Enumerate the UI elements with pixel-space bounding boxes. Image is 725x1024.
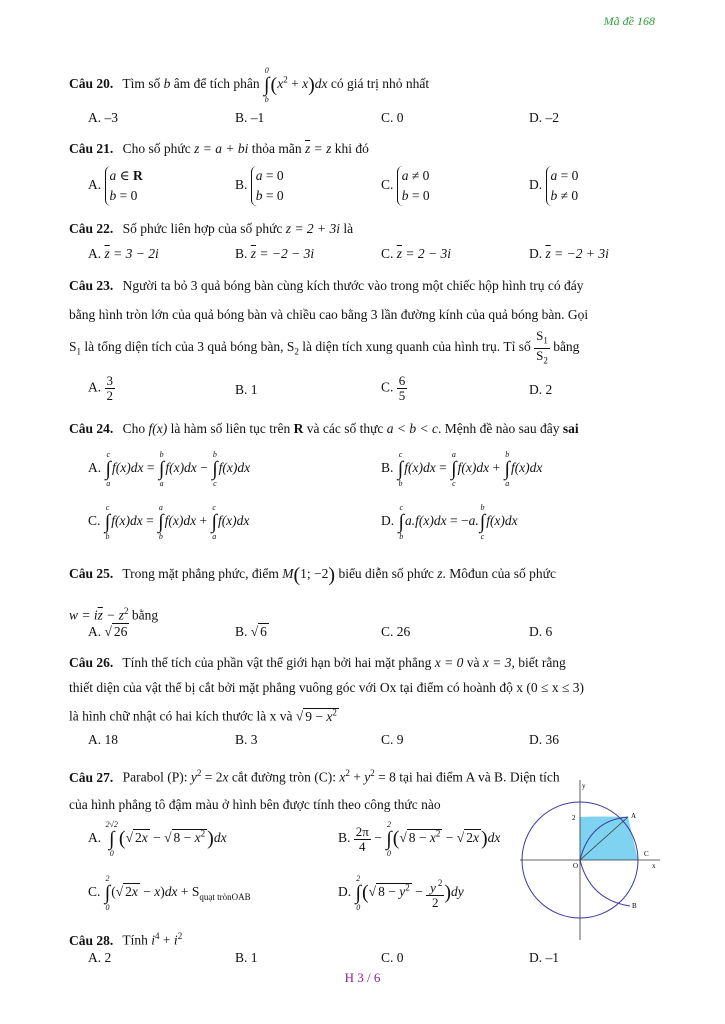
circle-parabol-figure bbox=[520, 780, 660, 940]
question-28: Câu 28. Tính $i^4 + i^2$ bbox=[69, 931, 183, 948]
exam-code: Mã đề 168 bbox=[603, 14, 655, 28]
label-b: B bbox=[632, 902, 637, 910]
question-text: Trong mặt phẳng phức, điểm bbox=[122, 566, 279, 581]
question-number: Câu 27. bbox=[69, 769, 114, 785]
option-c[interactable]: C. $\frac{6}{5}$ bbox=[381, 373, 406, 403]
math-expr: z = 2 + 3i bbox=[285, 221, 340, 236]
option-c[interactable]: C. 0 bbox=[381, 110, 404, 125]
question-text: , biết rằng bbox=[511, 655, 566, 670]
option-b[interactable]: B. a = 0 b = 0 bbox=[235, 166, 284, 206]
option-d[interactable]: D. $\overline{z} = -2 + 3i$ bbox=[529, 246, 609, 261]
question-text: bằng bbox=[553, 339, 580, 355]
question-text: có giá trị nhỏ nhất bbox=[330, 76, 430, 92]
question-23: Câu 23. Người ta bỏ 3 quả bóng bàn cùng kích thước vào trong một chiếc hộp hình trụ có đáy bằng hình tròn lớn của quả bóng bàn và chiều cao bằng 3 lần đường kính của quả bóng bàn. Gọi $S_1$ là tổng diện tích của 3 quả bóng bàn, $S_2$ là diện tích xung quanh của hình trụ. Tỉ số $\frac{S_1}{S_2}$ bằng bbox=[69, 278, 589, 366]
option-a[interactable]: A. 18 bbox=[88, 732, 118, 747]
option-c[interactable]: C. 0 bbox=[381, 950, 404, 965]
question-text: và bbox=[466, 655, 480, 670]
question-text: bằng bbox=[131, 607, 159, 623]
question-text: là hình chữ nhật có hai kích thước là x và bbox=[69, 708, 293, 724]
option-c[interactable]: C. a ≠ 0 b = 0 bbox=[381, 166, 430, 206]
option-b[interactable]: B. 1 bbox=[235, 382, 258, 397]
option-d[interactable]: D. a = 0 b ≠ 0 bbox=[529, 166, 578, 206]
option-b[interactable]: B. –1 bbox=[235, 110, 265, 125]
option-d[interactable]: D. –2 bbox=[529, 110, 559, 125]
question-text: Người ta bỏ 3 quả bóng bàn cùng kích thước vào trong một chiếc hộp hình trụ có đáy bbox=[122, 278, 584, 293]
option-a[interactable]: A. $\overline{z} = 3 - 2i$ bbox=[88, 246, 159, 261]
subscript-text: quạt trònOAB bbox=[199, 891, 251, 902]
label-a: A bbox=[631, 812, 637, 820]
option-c[interactable]: C. c ∫ b f(x)dx = a ∫ b f(x)dx + c ∫ a f(x)dx bbox=[88, 503, 250, 541]
question-text: âm để tích phân bbox=[173, 76, 260, 92]
emphasis-text: sai bbox=[562, 421, 579, 436]
option-b[interactable]: B. 3 bbox=[235, 732, 258, 747]
question-text: Parabol (P): bbox=[122, 769, 188, 785]
option-d[interactable]: D. –1 bbox=[529, 950, 559, 965]
option-a[interactable]: A. 2 bbox=[88, 950, 112, 965]
option-d[interactable]: D. 36 bbox=[529, 732, 559, 747]
question-number: Câu 25. bbox=[69, 566, 114, 581]
option-a[interactable]: A. 2√2 ∫ 0 (√ 2x − √ $8 - x^2$ )dx bbox=[88, 820, 227, 858]
option-a[interactable]: A. c ∫ a f(x)dx = b ∫ a f(x)dx − b ∫ c f(x)dx bbox=[88, 450, 251, 488]
option-d[interactable]: D. 2 bbox=[529, 382, 553, 397]
question-text: tại hai điểm A và B. Diện tích bbox=[399, 769, 560, 785]
question-number: Câu 22. bbox=[69, 221, 114, 236]
option-d[interactable]: D. 2 ∫ 0 (√ $8 - y^2$ − $\frac{y ^2}{2}$ )dy bbox=[338, 874, 464, 912]
question-text: cắt đường tròn (C): bbox=[231, 769, 336, 785]
option-c[interactable]: C. 26 bbox=[381, 624, 411, 639]
math-expr: z = a + bi bbox=[194, 141, 249, 156]
question-number: Câu 23. bbox=[69, 278, 114, 293]
option-c[interactable]: C. 2 ∫ 0 (√ $2x - x)dx + S_{quạt trònOAB}$ bbox=[88, 874, 251, 912]
question-text: Tìm số bbox=[122, 76, 161, 92]
question-22 bbox=[69, 218, 659, 240]
option-a[interactable]: A. $\frac{3}{2}$ bbox=[88, 373, 113, 403]
option-a[interactable]: A. √ 26 bbox=[88, 624, 128, 639]
question-number: Câu 28. bbox=[69, 932, 114, 948]
question-text: bằng hình tròn lớn của quả bóng bàn và chiều cao bằng 3 lần đường kính của quả bóng bàn. Gọi bbox=[69, 307, 589, 322]
page-number: H 3 / 6 bbox=[344, 970, 381, 985]
question-25: Câu 25. Trong mặt phẳng phức, điểm M(1; −2) biểu diễn số phức z. Môđun của số phức $w = i\overline{z} - z^2$ bằng bbox=[69, 563, 556, 623]
label-o: O bbox=[573, 862, 579, 870]
question-text: thỏa mãn bbox=[251, 141, 302, 156]
option-b[interactable]: B. 1 bbox=[235, 950, 258, 965]
question-number: Câu 26. bbox=[69, 655, 114, 670]
question-26: Câu 26. Tính thể tích của phần vật thể giới hạn bởi hai mặt phẳng x = 0 và x = 3, biết rằng thiết diện của vật thể bị cắt bởi mặt phẳng vuông góc với Ox tại điểm có hoành độ x (0 ≤ x ≤ 3) là hình chữ nhật có hai kích thước là x và √ $9 - x^2$ bbox=[69, 655, 584, 724]
option-b[interactable]: B. $\overline{z} = -2 - 3i$ bbox=[235, 246, 315, 261]
question-text: thiết diện của vật thể bị cắt bởi mặt phẳng vuông góc với Ox tại điểm có hoành độ x (0 ≤ x ≤ 3) bbox=[69, 680, 584, 695]
option-a[interactable]: A. –3 bbox=[88, 110, 118, 125]
question-text: là bbox=[343, 221, 354, 236]
question-number: Câu 20. bbox=[69, 76, 114, 92]
question-21: Câu 21. Cho số phức z = a + bi thỏa mãn $\overline{z} = z$ khi đó bbox=[69, 141, 369, 156]
option-b[interactable]: B. $\frac{2\pi}{4}$ − 2 ∫ 0 (√ $8 - x^2$ − √ 2x )dx bbox=[338, 820, 501, 858]
question-text: của hình phẳng tô đậm màu ở hình bên được tính theo công thức nào bbox=[69, 796, 441, 812]
question-text: . Mệnh đề nào sau đây bbox=[437, 421, 560, 436]
option-c[interactable]: C. $\overline{z} = 2 - 3i$ bbox=[381, 246, 452, 261]
question-text: là tổng diện tích của 3 quả bóng bàn, bbox=[84, 339, 284, 355]
label-x: x bbox=[652, 862, 656, 870]
option-d[interactable]: D. 6 bbox=[529, 624, 553, 639]
label-c: C bbox=[644, 850, 649, 858]
question-text: Tính bbox=[122, 932, 148, 948]
question-24: Câu 24. Cho f(x) là hàm số liên tục trên R và các số thực a < b < c. Mệnh đề nào sau đây sai bbox=[69, 421, 579, 436]
question-text: Cho bbox=[122, 421, 146, 436]
question-text: Tính thể tích của phần vật thể giới hạn bởi hai mặt phẳng bbox=[122, 655, 432, 670]
option-c[interactable]: C. 9 bbox=[381, 732, 404, 747]
question-27: Câu 27. Parabol (P): $y^2 = 2x$ cắt đường tròn (C): $x^2 + y^2 = 8$ tại hai điểm A và B. Diện tích của hình phẳng tô đậm màu ở hình bên được tính theo công thức nào bbox=[69, 768, 560, 812]
option-b[interactable]: B. c ∫ b f(x)dx = a ∫ c f(x)dx + b ∫ a f(x)dx bbox=[381, 450, 543, 488]
option-b[interactable]: B. √ 6 bbox=[235, 624, 267, 639]
option-d[interactable]: D. c ∫ b a.f(x)dx = −a. b ∫ c f(x)dx bbox=[381, 503, 518, 541]
question-text: . Môđun của số phức bbox=[442, 566, 556, 581]
question-number: Câu 24. bbox=[69, 421, 114, 436]
question-text: biểu diễn số phức bbox=[338, 566, 434, 581]
label-y: y bbox=[582, 782, 586, 790]
question-text: khi đó bbox=[334, 141, 369, 156]
question-text: là diện tích xung quanh của hình trụ. Tỉ số bbox=[302, 339, 531, 355]
option-a[interactable]: A. a ∈ R b = 0 bbox=[88, 166, 143, 206]
question-text: là hàm số liên tục trên bbox=[170, 421, 291, 436]
label-2: 2 bbox=[572, 814, 576, 822]
question-text: và các số thực bbox=[306, 421, 384, 436]
question-text: Cho số phức bbox=[122, 141, 191, 156]
question-20: Câu 20. Tìm số b âm để tích phân 0 ∫ b $(x^2 + x)dx$ có giá trị nhỏ nhất bbox=[69, 66, 430, 104]
question-number: Câu 21. bbox=[69, 141, 114, 156]
question-text: Số phức liên hợp của số phức bbox=[122, 221, 283, 236]
